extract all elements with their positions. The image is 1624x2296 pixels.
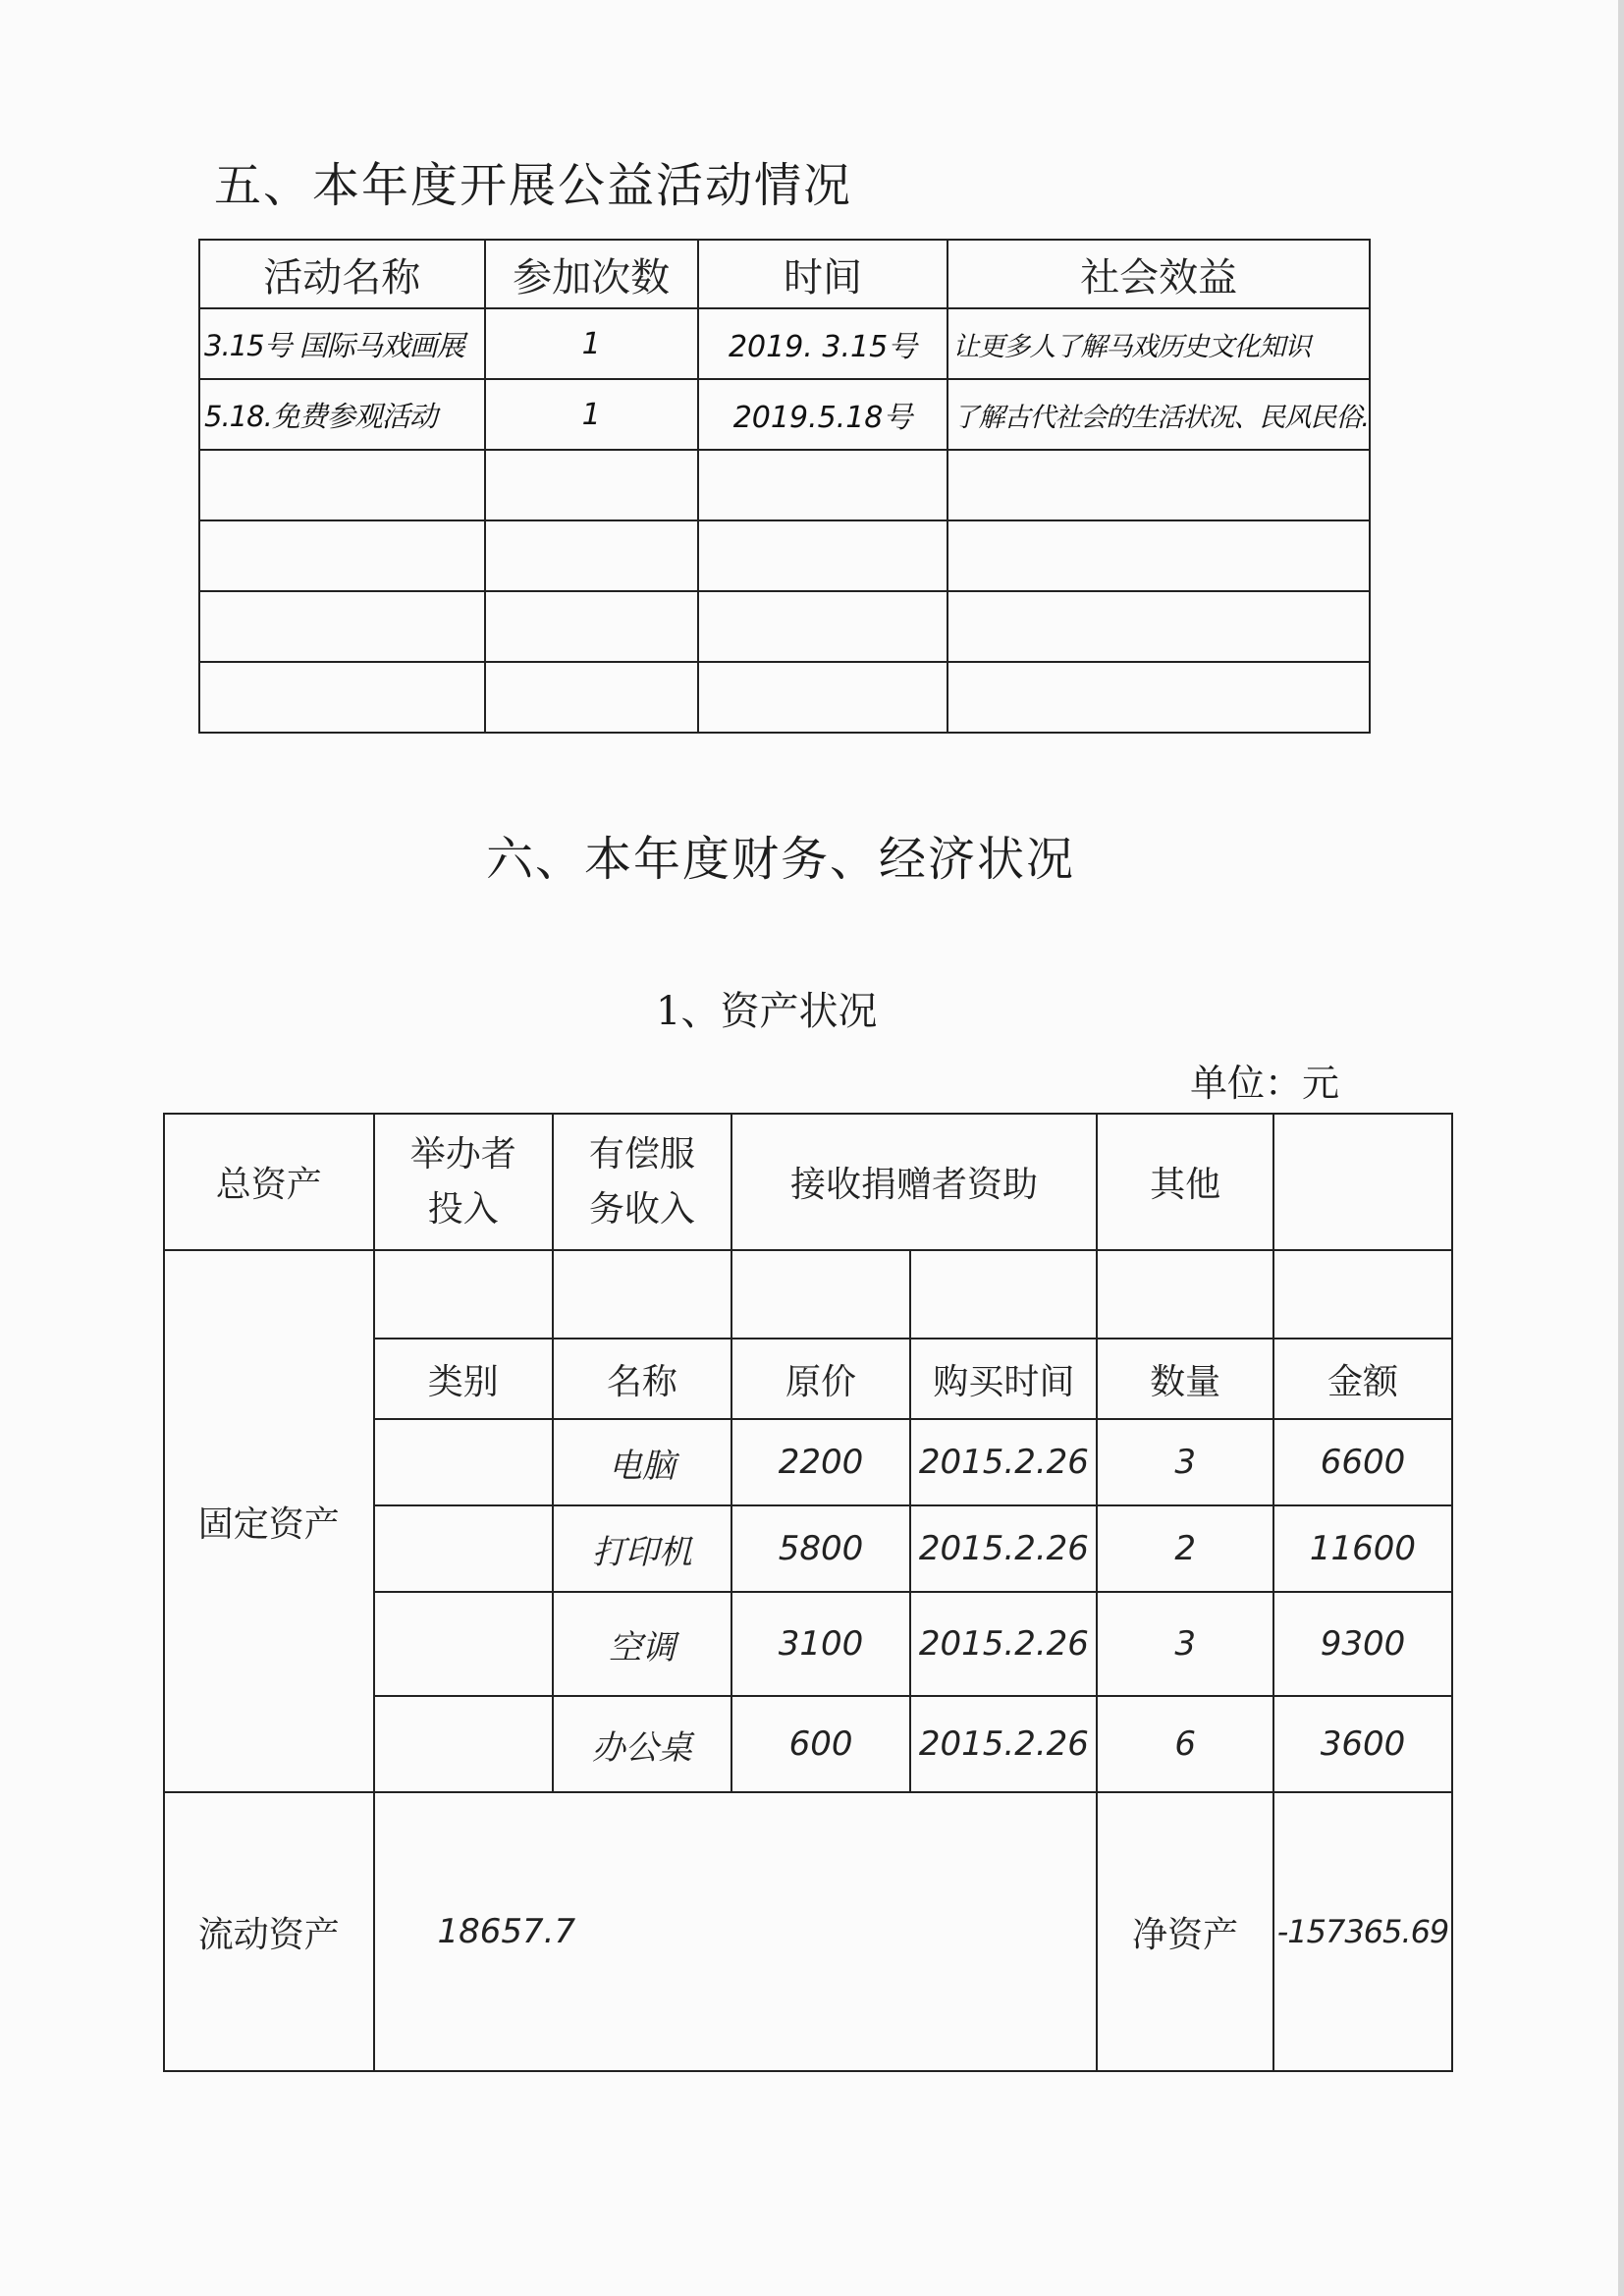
- fixed-assets-label: 固定资产: [164, 1250, 374, 1792]
- item-qty: 3: [1097, 1419, 1273, 1505]
- header-time: 时间: [698, 240, 948, 308]
- col-price: 原价: [731, 1339, 911, 1419]
- current-assets-row: [164, 1792, 1452, 2071]
- header-activity-name: 活动名称: [199, 240, 485, 308]
- table-row: [199, 379, 1370, 450]
- activities-table: [198, 239, 1371, 734]
- item-price: 5800: [731, 1505, 911, 1592]
- item-price: 2200: [731, 1419, 911, 1505]
- item-amount: 9300: [1273, 1592, 1452, 1696]
- activity-name: 3.15号 国际马戏画展: [199, 308, 485, 379]
- col-name: 名称: [553, 1339, 731, 1419]
- item-amount: 3600: [1273, 1696, 1452, 1792]
- sponsor-investment-label: [374, 1114, 554, 1250]
- donations-label: 接收捐赠者资助: [731, 1114, 1098, 1250]
- col-quantity: 数量: [1097, 1339, 1273, 1419]
- col-category: 类别: [374, 1339, 554, 1419]
- table-row-empty: [199, 662, 1370, 733]
- item-date: 2015.2.26: [910, 1592, 1097, 1696]
- item-date: 2015.2.26: [910, 1505, 1097, 1592]
- blank-cell: [374, 1592, 554, 1696]
- activity-benefit: 了解古代社会的生活状况、民风民俗.: [947, 379, 1370, 450]
- current-assets-label: 流动资产: [164, 1792, 374, 2071]
- item-qty: 3: [1097, 1592, 1273, 1696]
- blank-cell: [1273, 1250, 1452, 1339]
- assets-subtitle: 1、资产状况: [656, 989, 878, 1034]
- sponsor-line2: 投入: [427, 1188, 499, 1230]
- blank-cell: [910, 1250, 1097, 1339]
- section6-title: 六、本年度财务、经济状况: [486, 832, 1076, 887]
- net-assets-label: 净资产: [1097, 1792, 1273, 2071]
- item-amount: 11600: [1273, 1505, 1452, 1592]
- item-name: 办公桌: [553, 1696, 731, 1792]
- blank-cell: [553, 1250, 731, 1339]
- activity-name: 5.18.免费参观活动: [199, 379, 485, 450]
- activity-time: 2019.5.18号: [698, 379, 948, 450]
- item-price: 3100: [731, 1592, 911, 1696]
- blank-cell: [374, 1250, 554, 1339]
- col-amount: 金额: [1273, 1339, 1452, 1419]
- paid-service-line2: 务收入: [588, 1188, 695, 1230]
- blank-cell: [374, 1696, 554, 1792]
- blank-cell: [374, 1419, 554, 1505]
- assets-blank-row: [164, 1250, 1452, 1339]
- item-name: 电脑: [553, 1419, 731, 1505]
- header-count: 参加次数: [485, 240, 698, 308]
- assets-table: [163, 1113, 1453, 2072]
- header-social-benefit: 社会效益: [947, 240, 1370, 308]
- paid-service-line1: 有偿服: [588, 1133, 695, 1175]
- blank-cell: [1097, 1250, 1273, 1339]
- table-row-empty: [199, 450, 1370, 520]
- section5-title: 五、本年度开展公益活动情况: [214, 158, 853, 213]
- net-assets-value: -157365.69: [1273, 1792, 1452, 2071]
- table-row: [199, 308, 1370, 379]
- activities-header-row: [199, 240, 1370, 308]
- table-row-empty: [199, 591, 1370, 662]
- item-price: 600: [731, 1696, 911, 1792]
- activity-time: 2019. 3.15号: [698, 308, 948, 379]
- item-date: 2015.2.26: [910, 1419, 1097, 1505]
- item-name: 打印机: [553, 1505, 731, 1592]
- blank-cell: [374, 1505, 554, 1592]
- activity-benefit: 让更多人了解马戏历史文化知识: [947, 308, 1370, 379]
- assets-header-row: [164, 1114, 1452, 1250]
- unit-label: 单位：元: [1190, 1062, 1340, 1105]
- item-date: 2015.2.26: [910, 1696, 1097, 1792]
- item-amount: 6600: [1273, 1419, 1452, 1505]
- item-qty: 6: [1097, 1696, 1273, 1792]
- activity-count: 1: [485, 308, 698, 379]
- paid-service-label: [553, 1114, 731, 1250]
- scan-edge: [1618, 0, 1624, 2296]
- item-name: 空调: [553, 1592, 731, 1696]
- current-assets-value: 18657.7: [374, 1792, 1098, 2071]
- blank-cell: [731, 1250, 911, 1339]
- other-label: 其他: [1097, 1114, 1273, 1250]
- total-assets-label: 总资产: [164, 1114, 374, 1250]
- blank-cell: [1273, 1114, 1452, 1250]
- item-qty: 2: [1097, 1505, 1273, 1592]
- activity-count: 1: [485, 379, 698, 450]
- table-row-empty: [199, 520, 1370, 591]
- col-purchase-date: 购买时间: [910, 1339, 1097, 1419]
- sponsor-line1: 举办者: [409, 1133, 516, 1175]
